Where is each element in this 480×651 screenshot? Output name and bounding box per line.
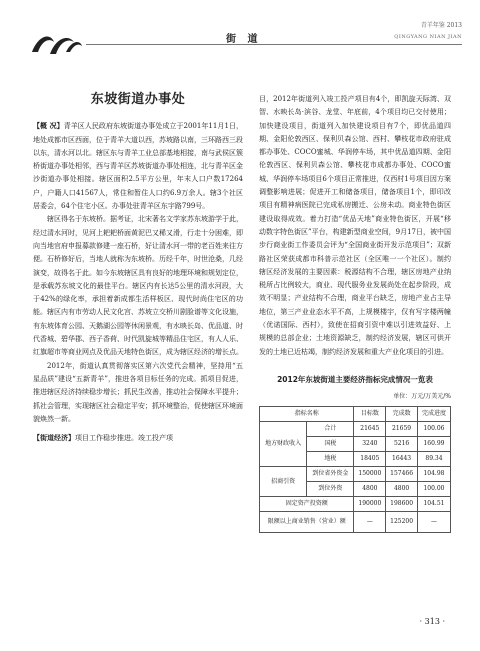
col-header: 完成数 [386, 406, 418, 421]
group-cell: 地方财政收入 [260, 421, 307, 466]
page-header [0, 0, 480, 62]
target-cell: 21645 [354, 421, 386, 436]
item-cell: 合计 [307, 421, 354, 436]
item-cell: 国税 [307, 436, 354, 451]
left-column [33, 93, 243, 445]
item-cell: 地税 [307, 451, 354, 466]
done-cell: 198600 [386, 496, 418, 511]
done-cell: 5216 [386, 436, 418, 451]
col-header: 指标名称 [260, 406, 354, 421]
pct-cell: 100.06 [417, 421, 450, 436]
yearbook-name: 青羊年鉴 2013 [420, 22, 462, 29]
pct-cell: 104.51 [417, 496, 450, 511]
table-row [260, 421, 451, 436]
paragraph-text: 辖区得名于东坡桥。据考证，北宋著名文学家苏东坡游学于此，经过清水河时，见河上耙耙桥面黄泥巴又稀又滑，行走十分困难，即向当地官府申报募款修建一座石桥，好让清水河一带的老百姓来往方便。石桥修好后，当地人就称为东坡桥。历经千年，时世沧桑，几经演变，故得名于此。如今东坡辖区具有良好的地理环境和规划定位，是承载苏东坡文化的最佳平台。辖区内有长达5公里的清水河段，大于42%的绿化率，承担着新成都生活样板区、现代时尚住宅区的功能。辖区内有市劳动人民文化宫、苏坡立交桥川剧脸谱等文化设施，有东坡体育公园、天鹅湖公园等休闲景观，有水映长岛、优品道、时代香城、碧华郡、西子香荷、时代凯旋城等精品住宅区，有人人乐、红旗超市等商业网点及优品天地特色街区，成为辖区经济的增长点。 [33, 215, 243, 357]
pct-cell: 160.99 [417, 436, 450, 451]
pct-cell: — [417, 511, 450, 532]
paragraph-2012 [33, 360, 243, 426]
target-cell: 18405 [354, 451, 386, 466]
table-row [260, 496, 451, 511]
target-cell: 4800 [354, 481, 386, 496]
table-unit: 单位：万元/万美元/% [393, 393, 451, 401]
item-cell: 到位省外资金 [307, 466, 354, 481]
article-title: 东坡街道办事处 [90, 92, 186, 107]
table-title: 2012年东坡街道主要经济指标完成情况一览表 [277, 374, 433, 384]
yearbook-name-en: QINGYANG NIAN JIAN [394, 34, 462, 40]
paragraph-overview [33, 120, 243, 213]
done-cell: 125200 [386, 511, 418, 532]
header-rule [86, 44, 462, 45]
pct-cell: 89.34 [417, 451, 450, 466]
table-row [260, 466, 451, 481]
section-title: 街 道 [226, 34, 262, 45]
target-cell: 3240 [354, 436, 386, 451]
done-cell: 21659 [386, 421, 418, 436]
done-cell: 16443 [386, 451, 418, 466]
paragraph-text: 2012年，街道认真贯彻落实区第六次党代会精神，坚持用“五星品质”建设“五新青羊”，推进各项目标任务的完成。抓项目促进，推进辖区经济持续稳步增长；抓民生改善，推动社会保障水平提升；抓社会管理，实现辖区社会稳定平安；抓环境整治，促使辖区环境面貌焕然一新。 [33, 361, 243, 423]
yearbook-logo-icon [28, 28, 84, 58]
pct-cell: 104.98 [417, 466, 450, 481]
paragraph-economy-cont [259, 93, 451, 359]
target-cell: — [354, 511, 386, 532]
target-cell: 190000 [354, 496, 386, 511]
pct-cell: 100.00 [417, 481, 450, 496]
paragraph-text: 目，2012年街道列入竣工投产项目有4个，即凯旋天际湾、双智、水映长岛·滨谷、龙堂、年底前，4个项目均已交付使用；加快建设项目，街道列入加快建设项目有7个，即优品道四期、金阳伦敦西区、保利贝森公馆、西村、攀枝花市政府驻成都办事处、COCO蜜城、华润停车场，其中优品道四期、金阳伦敦西区、保利贝森公馆、攀枝花市成都办事处、COCO蜜城、华润停车场项目6个项目正常推进，仅西村1号项目因方案调整影响进展；促进开工和储备项目，储备项目1个，即印改项目有精神病医院已完成私房搬迁、公房未动。商业特色街区建设取得成效。着力打造“优品天地”商业特色街区，开展“移动数字特色街区”平台，构建新型商业空间，9月17日，被中国步行商业街工作委员会评为“全国商业街开发示范项目”；双新路社区荣获成都市科普示范社区（全区唯一一个社区）。制约辖区经济发展的主要因素：税源结构不合理，辖区房地产业纳税所占比例较大，商业、现代服务业发展尚处在起步阶段，成效不明显；产业结构不合理，商业平台缺乏，房地产业占主导地位，第三产业业态水平不高，上规模楼宇，仅有写字楼两幢（优诺国际、西村），致使在招商引资中难以引进效益好、上规模的总部企业；土地资源缺乏，制约经济发展，辖区可供开发的土地已近枯竭，制约经济发展和重大产业化项目的引进。 [259, 95, 451, 356]
done-cell: 157466 [386, 466, 418, 481]
item-cell: 到位外资 [307, 481, 354, 496]
right-column [259, 93, 451, 533]
paragraph-text: 青羊区人民政府东坡街道办事处成立于2001年11月1日，地处成都市区西面，位于青羊大道以西，苏坡路以南，三环路西三段以东，清水河以北。辖区东与青羊工业总部基地相接，南与武侯区簇桥街道办事处相邻，西与青羊区苏坡街道办事处相连，北与青羊区金沙街道办事处相接。辖区面积2.5平方公里，年末人口户数17264户，户籍人口41567人，常住和暂住人口约6.9万余人。辖3个社区居委会，64个住宅小区。办事处驻青羊区东宇路799号。 [33, 122, 243, 211]
section-tag: 【概 况】 [33, 122, 64, 131]
paragraph-economy [33, 432, 243, 445]
col-header: 目标数 [354, 406, 386, 421]
group-cell: 限额以上商业销售（营业）额 [260, 511, 354, 532]
table-row [260, 511, 451, 532]
group-cell: 招商引资 [260, 466, 307, 496]
section-tag: 【街道经济】 [33, 434, 75, 443]
table-header-row [260, 406, 451, 421]
group-cell: 固定资产投资额 [260, 496, 354, 511]
done-cell: 4800 [386, 481, 418, 496]
paragraph-text: 项目工作稳步推进。竣工投产项 [75, 434, 173, 443]
economic-indicators-table [259, 406, 451, 533]
page-number: · 313 · [419, 617, 445, 626]
paragraph-history [33, 213, 243, 359]
col-header: 完成进度 [417, 406, 450, 421]
target-cell: 150000 [354, 466, 386, 481]
